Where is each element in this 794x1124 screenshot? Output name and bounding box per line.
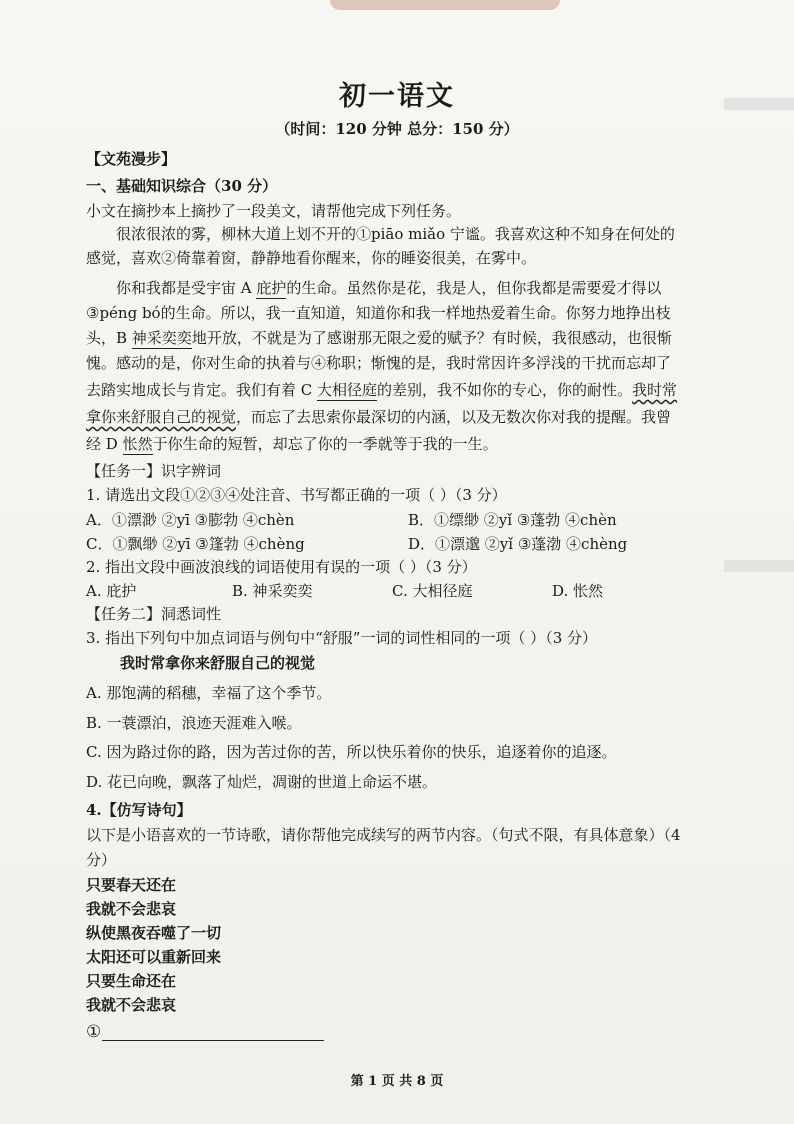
q3-option-d: D. 花已向晚，飘落了灿烂，凋谢的世道上命运不堪。 [86,773,438,791]
section-intro: 小文在摘抄本上摘抄了一段美文，请帮他完成下列任务。 [86,202,462,220]
underlined-word-a: 庇护 [256,279,287,297]
question-3: 3. 指出下列句中加点词语与例句中“舒服”一词的词性相同的一项（ ）（3 分） [86,629,597,647]
question-4-instruction: 分） [86,851,117,869]
underlined-word-c: 大相径庭 [317,381,378,399]
passage-text: 去踏实地成长与肯定。我们有着 C [86,381,318,399]
wavy-underlined-text: 拿你来舒服自己的视觉 [86,408,237,426]
q2-option-a: A. 庇护 [86,582,137,600]
poem-line: 纵使黑夜吞噬了一切 [86,924,222,942]
underlined-word-d: 怅然 [122,435,153,453]
passage-line [86,433,498,454]
question-2: 2. 指出文段中画波浪线的词语使用有误的一项（ ）（3 分） [86,558,477,576]
passage-text: ，而忘了去思索你最深切的内涵，以及无数次你对我的提醒。我曾 [236,408,672,426]
answer-marker: ① [86,1022,102,1042]
bleed-through [724,560,794,572]
underlined-word-b: 神采奕奕 [131,329,192,347]
q2-option-d: D. 怅然 [552,582,604,600]
passage-line: 愧。感动的是，你对生命的执着与④称职；惭愧的是，我时常因许多浮浅的干扰而忘却了 [86,354,672,372]
q3-option-b: B. 一蓑漂泊，浪迹天涯难入喉。 [86,714,302,732]
passage-line: 感觉，喜欢②倚靠着窗，静静地看你醒来，你的睡姿很美，在雾中。 [86,249,537,267]
passage-line: 很浓很浓的雾，柳林大道上划不开的①piāo miǎo 宁谧。我喜欢这种不知身在何处的 [116,225,675,243]
exam-info: （时间：120 分钟 总分：150 分） [275,120,519,138]
passage-line [86,406,671,427]
poem-line: 我就不会悲哀 [86,996,177,1014]
passage-text: 的差别，我不如你的专心，你的耐性。 [377,381,633,399]
passage-text: 地开放，不就是为了感谢那无限之爱的赋予？有时候，我很感动，也很惭 [191,329,672,347]
scan-stain [330,0,560,10]
q3-option-c: C. 因为路过你的路，因为苦过你的苦，所以快乐着你的快乐，追逐着你的追逐。 [86,743,617,761]
passage-text: 你和我都是受宇宙 A [116,279,257,297]
task-tag: 【任务二】洞悉词性 [86,605,222,623]
q1-option-c: C．①飘缈 ②yī ③篷勃 ④chèng [86,535,305,553]
question-4-instruction: 以下是小语喜欢的一节诗歌，请你帮他完成续写的两节内容。（句式不限，有具体意象）（4 [86,826,681,844]
q1-option-d: D．①漂邈 ②yǐ ③蓬渤 ④chèng [408,535,628,553]
section-tag: 【文苑漫步】 [86,150,177,168]
passage-line [116,277,661,298]
poem-line: 只要春天还在 [86,876,177,894]
question-1: 1. 请选出文段①②③④处注音、书写都正确的一项（ ）（3 分） [86,486,507,504]
q3-option-a: A. 那饱满的稻穗，幸福了这个季节。 [86,684,332,702]
poem-line: 太阳还可以重新回来 [86,948,222,966]
passage-line [86,379,677,400]
passage-line: ③péng bó的生命。所以，我一直知道，知道你和我一样地热爱着生命。你努力地挣出枝 [86,304,671,322]
page-title: 初一语文 [339,81,455,112]
answer-blank[interactable] [102,1040,324,1041]
passage-text: 于你生命的短暂，却忘了你的一季就等于我的一生。 [152,435,498,453]
passage-text: 头，B [86,329,132,347]
q2-option-c: C. 大相径庭 [392,582,473,600]
q1-option-a: A．①漂渺 ②yī ③膨勃 ④chèn [86,511,295,529]
q1-option-b: B．①缥缈 ②yǐ ③蓬勃 ④chèn [408,511,617,529]
passage-line [86,327,672,348]
q2-option-b: B. 神采奕奕 [232,582,313,600]
task-tag: 【任务一】识字辨词 [86,462,222,480]
example-sentence: 我时常拿你来舒服自己的视觉 [120,654,316,672]
poem-line: 只要生命还在 [86,972,177,990]
section-heading: 一、基础知识综合（30 分） [86,177,278,195]
passage-text: 的生命。虽然你是花，我是人，但你我都是需要爱才得以 [286,279,662,297]
page-number: 第 1 页 共 8 页 [350,1074,444,1089]
poem-line: 我就不会悲哀 [86,900,177,918]
wavy-underlined-text: 我时常 [632,381,678,399]
question-4-heading: 4.【仿写诗句】 [86,801,192,819]
passage-text: 经 D [86,435,123,453]
